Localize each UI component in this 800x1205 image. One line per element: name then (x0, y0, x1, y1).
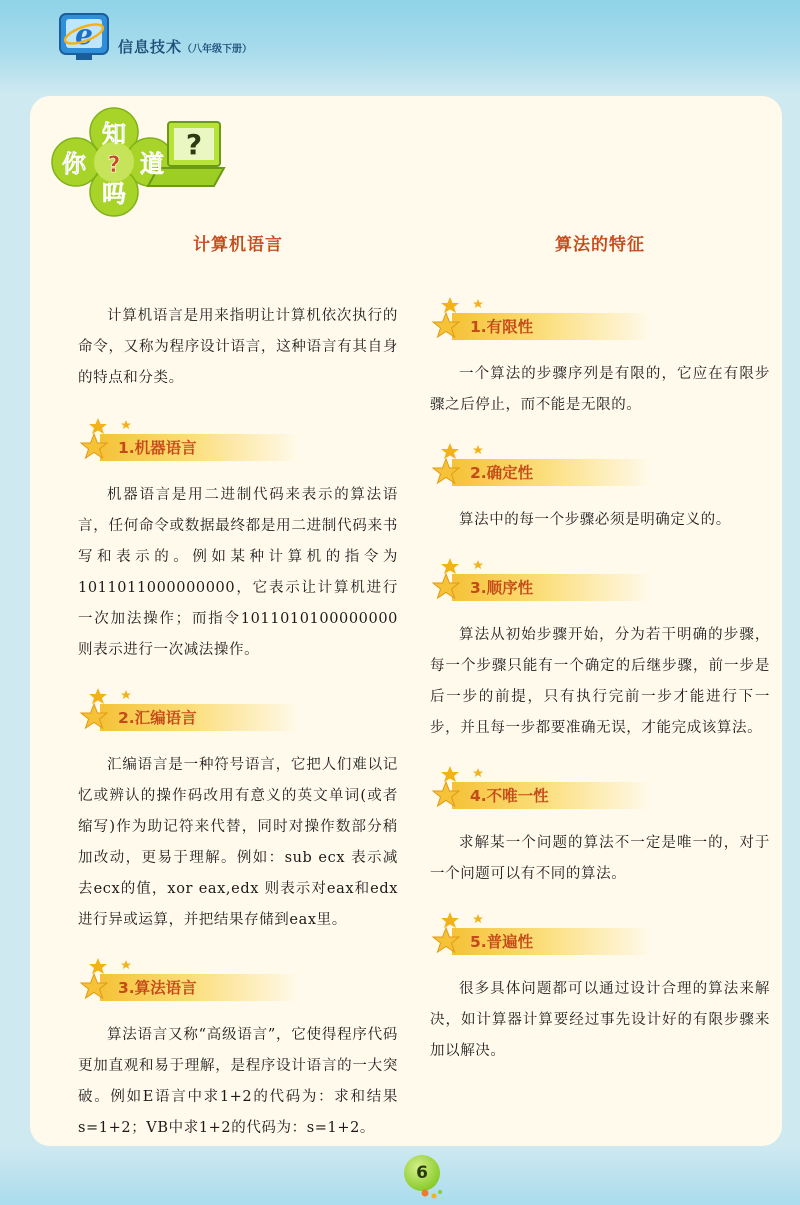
section-label: 3.算法语言 (118, 979, 197, 997)
section-heading-sequence (430, 556, 770, 606)
decorative-dots-icon (420, 1188, 444, 1202)
badge-char-dao: 道 (140, 150, 164, 178)
section-label: 1.有限性 (470, 318, 534, 336)
section-heading-definiteness (430, 441, 770, 491)
right-column-title: 算法的特征 (555, 235, 645, 255)
section-label: 3.顺序性 (470, 579, 534, 597)
book-subtitle: （八年级下册） (182, 44, 253, 55)
finiteness-paragraph: 一个算法的步骤序列是有限的，它应在有限步骤之后停止，而不能是无限的。 (430, 366, 770, 413)
section-heading-machine-language (78, 416, 398, 466)
book-title: 信息技术（八年级下册） (118, 38, 253, 56)
svg-text:e: e (75, 18, 93, 51)
section-label: 1.机器语言 (118, 439, 197, 457)
section-heading-finiteness (430, 295, 770, 345)
algorithm-language-paragraph: 算法语言又称“高级语言”，它使得程序代码更加直观和易于理解，是程序设计语言的一大突破。例如E语言中求1+2的代码为：求和结果 s=1+2；VB中求1+2的代码为：s=1+2。 (78, 1027, 398, 1136)
right-column (430, 230, 770, 1067)
know-badge-clover-icon (38, 104, 228, 224)
section-heading-universality (430, 910, 770, 960)
badge-char-ma: 吗 (102, 180, 126, 208)
section-label: 4.不唯一性 (470, 787, 549, 805)
badge-char-ni: 你 (62, 150, 86, 178)
laptop-screen-glyph: ? (185, 128, 203, 161)
section-heading-algorithm-language (78, 956, 398, 1006)
section-label: 2.汇编语言 (118, 709, 197, 727)
universality-paragraph: 很多具体问题都可以通过设计合理的算法来解决，如计算器计算要经过事先设计好的有限步骤来加以解决。 (430, 981, 770, 1059)
section-label: 2.确定性 (470, 464, 534, 482)
badge-char-zhi: 知 (102, 120, 126, 148)
section-heading-assembly-language (78, 686, 398, 736)
section-heading-non-uniqueness (430, 764, 770, 814)
sequence-paragraph: 算法从初始步骤开始，分为若干明确的步骤，每一个步骤只能有一个确定的后继步骤，前一步是后一步的前提，只有执行完前一步才能进行下一步，并且每一步都要准确无误，才能完成该算法。 (430, 627, 770, 736)
page-number: 6 (404, 1155, 440, 1191)
non-uniqueness-paragraph: 求解某一个问题的算法不一定是唯一的，对于一个问题可以有不同的算法。 (430, 835, 770, 882)
left-intro-paragraph: 计算机语言是用来指明让计算机依次执行的命令，又称为程序设计语言，这种语言有其自身的特点和分类。 (78, 308, 398, 386)
footer-band (0, 1146, 800, 1205)
definiteness-paragraph: 算法中的每一个步骤必须是明确定义的。 (459, 512, 731, 528)
section-label: 5.普遍性 (470, 933, 534, 951)
left-column-title: 计算机语言 (193, 235, 283, 255)
machine-language-paragraph: 机器语言是用二进制代码来表示的算法语言，任何命令或数据最终都是用二进制代码来书写和表示的。例如某种计算机的指令为1011011000000000，它表示让计算机进行一次加法操作；而指令1011010100000000则表示进行一次减法操作。 (78, 487, 398, 658)
ie-logo-icon (56, 10, 112, 66)
left-column (78, 230, 398, 1144)
badge-char-question: ? (107, 153, 121, 178)
assembly-language-paragraph: 汇编语言是一种符号语言，它把人们难以记忆或辨认的操作码改用有意义的英文单词(或者缩写)作为助记符来代替，同时对操作数部分稍加改动，更易于理解。例如：sub ecx 表示减去ecx的值，xor eax,edx 则表示对eax和edx进行异或运算，并把结果存储到eax里。 (78, 757, 398, 928)
